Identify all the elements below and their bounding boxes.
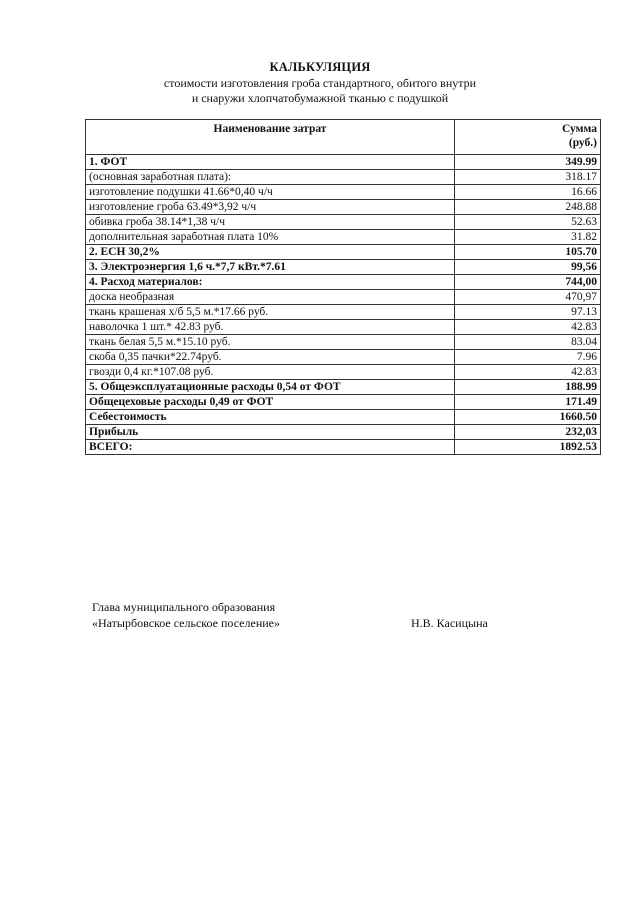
- table-row: [86, 350, 601, 365]
- cost-item-sum: 1660.50: [455, 410, 601, 425]
- cost-item-name: обивка гроба 38.14*1,38 ч/ч: [86, 215, 455, 230]
- cost-item-sum: 188.99: [455, 380, 601, 395]
- cost-item-sum: 1892.53: [455, 440, 601, 455]
- cost-item-name: 2. ЕСН 30,2%: [86, 245, 455, 260]
- cost-item-sum: 99,56: [455, 260, 601, 275]
- cost-item-sum: 470,97: [455, 290, 601, 305]
- cost-item-name: наволочка 1 шт.* 42.83 руб.: [86, 320, 455, 335]
- table-row: [86, 170, 601, 185]
- cost-item-sum: 349.99: [455, 155, 601, 170]
- cost-item-name: ткань белая 5,5 м.*15.10 руб.: [86, 335, 455, 350]
- column-header-name: Наименование затрат: [86, 120, 455, 155]
- cost-item-name: 1. ФОТ: [86, 155, 455, 170]
- document-subtitle-line1: стоимости изготовления гроба стандартного, обитого внутри: [163, 76, 477, 90]
- table-row: [86, 335, 601, 350]
- table-header-row: [86, 120, 601, 155]
- table-row: [86, 185, 601, 200]
- cost-item-name: Прибыль: [86, 425, 455, 440]
- cost-item-sum: 42.83: [455, 365, 601, 380]
- cost-item-sum: 232,03: [455, 425, 601, 440]
- column-header-sum-line2: (руб.): [568, 137, 597, 149]
- cost-item-name: ВСЕГО:: [86, 440, 455, 455]
- table-row: [86, 440, 601, 455]
- cost-item-name: 4. Расход материалов:: [86, 275, 455, 290]
- cost-item-sum: 171.49: [455, 395, 601, 410]
- table-row: [86, 155, 601, 170]
- table-row: [86, 245, 601, 260]
- cost-item-name: Себестоимость: [86, 410, 455, 425]
- cost-item-name: скоба 0,35 пачки*22.74руб.: [86, 350, 455, 365]
- table-row: [86, 395, 601, 410]
- table-row: [86, 425, 601, 440]
- cost-item-name: изготовление подушки 41.66*0,40 ч/ч: [86, 185, 455, 200]
- cost-item-sum: 42.83: [455, 320, 601, 335]
- cost-item-name: 5. Общеэксплуатационные расходы 0,54 от ФОТ: [86, 380, 455, 395]
- table-row: [86, 290, 601, 305]
- table-row: [86, 215, 601, 230]
- cost-item-sum: 52.63: [455, 215, 601, 230]
- cost-item-sum: 248.88: [455, 200, 601, 215]
- cost-item-name: доска необразная: [86, 290, 455, 305]
- cost-item-sum: 83.04: [455, 335, 601, 350]
- table-row: [86, 410, 601, 425]
- table-row: [86, 365, 601, 380]
- cost-item-name: изготовление гроба 63.49*3,92 ч/ч: [86, 200, 455, 215]
- column-header-sum-line1: Сумма: [562, 123, 597, 135]
- cost-item-name: дополнительная заработная плата 10%: [86, 230, 455, 245]
- table-row: [86, 305, 601, 320]
- cost-item-sum: 318.17: [455, 170, 601, 185]
- cost-item-sum: 97.13: [455, 305, 601, 320]
- table-row: [86, 275, 601, 290]
- signature-position-line2: «Натырбовское сельское поселение»: [92, 616, 280, 630]
- signature-name: Н.В. Касицына: [411, 616, 488, 630]
- signature-position-line1: Глава муниципального образования: [92, 600, 276, 614]
- table-row: [86, 320, 601, 335]
- document-title: КАЛЬКУЛЯЦИЯ: [269, 60, 371, 74]
- cost-item-sum: 31.82: [455, 230, 601, 245]
- cost-item-name: ткань крашеная х/б 5,5 м.*17.66 руб.: [86, 305, 455, 320]
- column-header-sum: [455, 120, 601, 155]
- cost-item-sum: 7.96: [455, 350, 601, 365]
- table-row: [86, 200, 601, 215]
- cost-item-name: Общецеховые расходы 0,49 от ФОТ: [86, 395, 455, 410]
- table-row: [86, 260, 601, 275]
- cost-item-name: 3. Электроэнергия 1,6 ч.*7,7 кВт.*7.61: [86, 260, 455, 275]
- table-row: [86, 380, 601, 395]
- document-subtitle-line2: и снаружи хлопчатобумажной тканью с подушкой: [191, 91, 449, 105]
- cost-item-name: (основная заработная плата):: [86, 170, 455, 185]
- cost-item-sum: 744,00: [455, 275, 601, 290]
- cost-item-name: гвозди 0,4 кг.*107.08 руб.: [86, 365, 455, 380]
- table-body: [86, 155, 601, 455]
- cost-calculation-table: [85, 119, 601, 455]
- table-row: [86, 230, 601, 245]
- cost-item-sum: 105.70: [455, 245, 601, 260]
- cost-item-sum: 16.66: [455, 185, 601, 200]
